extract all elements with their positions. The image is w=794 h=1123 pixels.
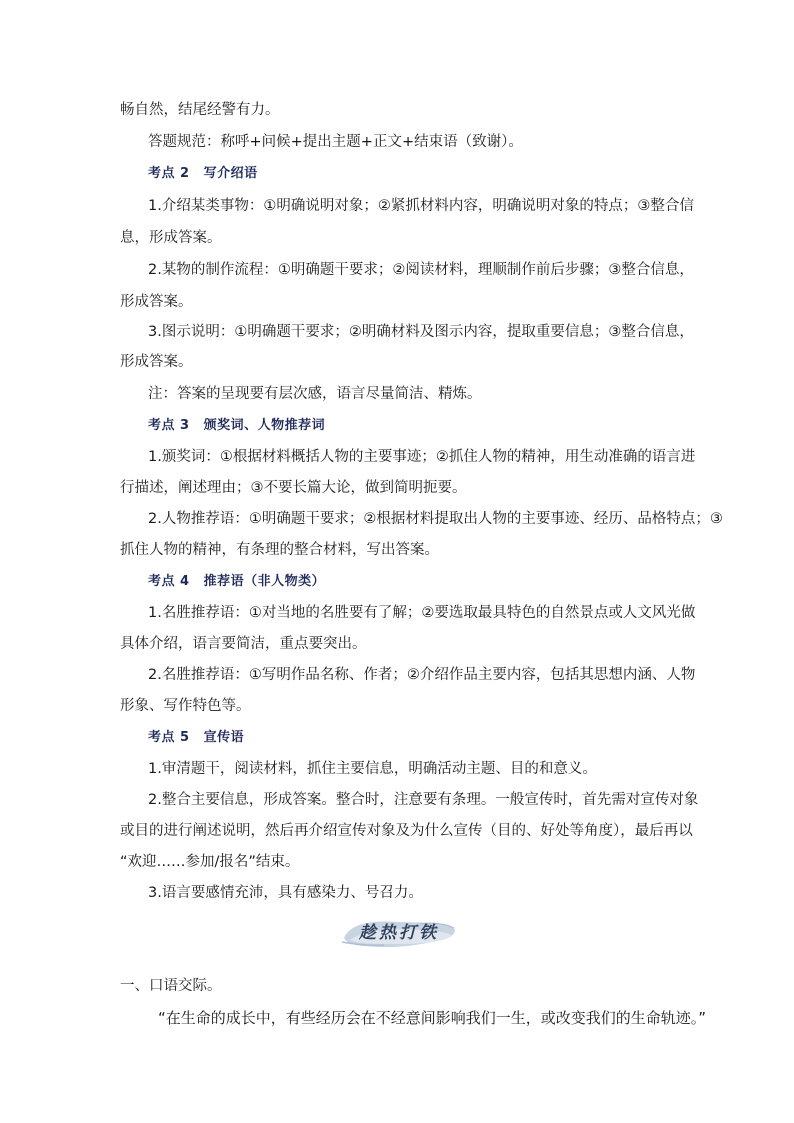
text-line: 1.审清题干，阅读材料，抓住主要信息，明确活动主题、目的和意义。 <box>148 761 597 777</box>
text-line: 抓住人物的精神，有条理的整合材料，写出答案。 <box>120 542 439 558</box>
section-heading <box>148 572 325 592</box>
badge-title: 趁热打铁 <box>359 923 439 943</box>
text-line: 1.颁奖词：①根据材料概括人物的主要事迹；②抓住人物的精神，用生动准确的语言进 <box>148 449 696 465</box>
section-heading <box>148 164 258 184</box>
text-line: 畅自然，结尾经警有力。 <box>120 102 280 118</box>
text-line: “在生命的成长中，有些经历会在不经意间影响我们一生，或改变我们的生命轨迹。” <box>158 1009 707 1027</box>
text-line: “欢迎……参加/报名”结束。 <box>120 854 300 870</box>
heading-number: 考点 3 <box>148 418 190 433</box>
heading-title: 颁奖词、人物推荐词 <box>203 418 326 433</box>
heading-title: 推荐语（非人物类） <box>203 574 326 589</box>
text-line: 2.名胜推荐语：①写明作品名称、作者；②介绍作品主要内容，包括其思想内涵、人物 <box>148 667 696 683</box>
heading-number: 考点 4 <box>148 574 190 589</box>
text-line: 具体介绍，语言要简洁，重点要突出。 <box>120 636 367 652</box>
text-line: 2.人物推荐语：①明确题干要求；②根据材料提取出人物的主要事迹、经历、品格特点；③ <box>148 511 723 527</box>
text-line: 一、口语交际。 <box>120 978 222 994</box>
text-line: 答题规范：称呼+问候+提出主题+正文+结束语（致谢）。 <box>148 134 523 150</box>
text-line: 行描述，阐述理由；③不要长篇大论，做到简明扼要。 <box>120 480 467 496</box>
section-heading <box>148 416 325 436</box>
text-line: 1.名胜推荐语：①对当地的名胜要有了解；②要选取最具特色的自然景点或人文风光做 <box>148 605 696 621</box>
text-line: 注：答案的呈现要有层次感，语言尽量简洁、精炼。 <box>148 386 482 402</box>
section-heading <box>148 728 244 748</box>
text-line: 形象、写作特色等。 <box>120 698 251 714</box>
text-line: 形成答案。 <box>120 294 193 310</box>
text-line: 3.图示说明：①明确题干要求；②明确材料及图示内容，提取重要信息；③整合信息， <box>148 324 694 340</box>
text-line: 1.介绍某类事物：①明确说明对象；②紧抓材料内容，明确说明对象的特点；③整合信 <box>148 198 694 214</box>
text-line: 或目的进行阐述说明，然后再介绍宣传对象及为什么宣传（目的、好处等角度），最后再以 <box>120 823 693 839</box>
section-badge <box>340 916 458 952</box>
text-line: 2.某物的制作流程：①明确题干要求；②阅读材料，理顺制作前后步骤；③整合信息， <box>148 262 694 278</box>
heading-number: 考点 2 <box>148 166 190 181</box>
heading-title: 写介绍语 <box>203 166 258 181</box>
text-line: 息，形成答案。 <box>120 230 222 246</box>
heading-number: 考点 5 <box>148 730 190 745</box>
text-line: 3.语言要感情充沛，具有感染力、号召力。 <box>148 885 423 901</box>
text-line: 形成答案。 <box>120 354 193 370</box>
text-line: 2.整合主要信息，形成答案。整合时，注意要有条理。一般宣传时，首先需对宣传对象 <box>148 792 699 808</box>
heading-title: 宣传语 <box>203 730 245 745</box>
